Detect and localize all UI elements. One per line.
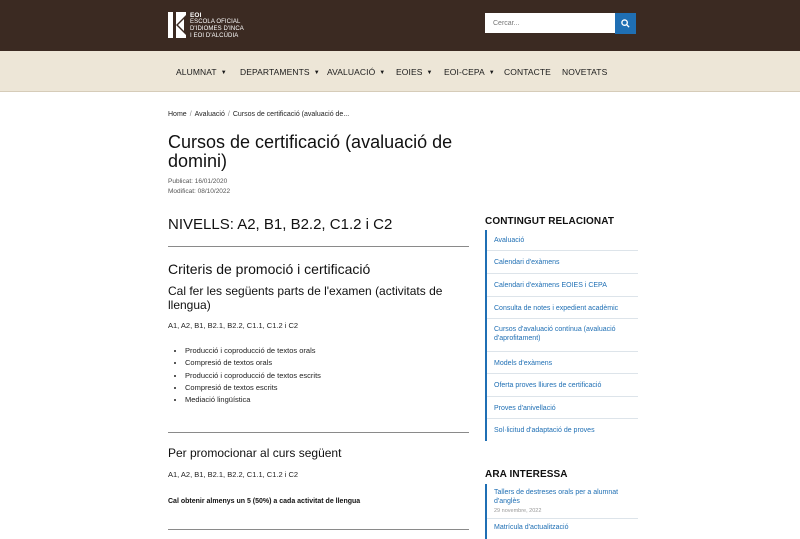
levels-heading: NIVELLS: A2, B1, B2.2, C1.2 i C2 (168, 216, 393, 233)
levels-list-text: A1, A2, B1, B2.1, B2.2, C1.1, C1.2 i C2 (168, 321, 299, 330)
news-heading: ARA INTERESSA (485, 469, 568, 480)
related-link[interactable] (487, 419, 638, 441)
school-logo[interactable] (168, 12, 244, 40)
nav-label: NOVETATS (562, 67, 608, 77)
related-link[interactable] (487, 374, 638, 397)
levels-list-text: A1, A2, B1, B2.1, B2.2, C1.1, C1.2 i C2 (168, 470, 299, 479)
logo-line-2: D'IDIOMES D'INCA (190, 26, 244, 32)
promotion-heading: Per promocionar al curs següent (168, 446, 342, 460)
nav-item-departaments[interactable] (240, 67, 320, 77)
search-button[interactable] (615, 13, 636, 34)
related-content-heading: CONTINGUT RELACIONAT (485, 216, 615, 227)
list-item: • Producció i coproducció de textos orals (185, 345, 321, 357)
breadcrumb-home[interactable]: Home (168, 111, 187, 118)
logo-line-3: I EOI D'ALCÚDIA (190, 33, 239, 39)
nav-label: CONTACTE (504, 67, 551, 77)
search-input[interactable] (485, 13, 615, 33)
related-link-label: Oferta proves lliures de certificació (494, 382, 602, 389)
related-link-label: Sol·licitud d'adaptació de proves (494, 427, 595, 434)
related-link[interactable] (487, 297, 638, 319)
nav-item-contacte[interactable] (504, 67, 551, 77)
breadcrumb-separator: / (227, 111, 230, 118)
logo-text (190, 12, 244, 40)
chevron-down-icon: ▼ (220, 70, 227, 76)
related-link[interactable] (487, 352, 638, 374)
divider (168, 432, 469, 433)
related-content-list (485, 230, 638, 441)
related-link-label: Proves d'anivellació (494, 405, 556, 412)
nav-label: EOI-CEPA (444, 67, 485, 77)
nav-item-eoies[interactable] (396, 67, 433, 77)
related-link[interactable] (487, 251, 638, 274)
breadcrumb-current: Cursos de certificació (avaluació de... (232, 111, 350, 118)
related-link[interactable] (487, 319, 638, 352)
published-date: Publicat: 16/01/2020 (168, 178, 228, 185)
exam-parts-heading: Cal fer les següents parts de l'examen (activitats de llengua) (168, 284, 443, 312)
minimum-grade-note: Cal obtenir almenys un 5 (50%) a cada activitat de llengua (168, 498, 361, 505)
list-item: • Compresió de textos escrits (185, 382, 321, 394)
divider (168, 246, 469, 247)
chevron-down-icon: ▼ (313, 70, 320, 76)
list-item: • Producció i coproducció de textos escrits (185, 370, 321, 382)
skills-list (175, 345, 321, 406)
list-item: • Compresió de textos orals (185, 357, 321, 369)
chevron-down-icon: ▼ (488, 70, 495, 76)
breadcrumb-separator: / (189, 111, 192, 118)
related-link[interactable] (487, 274, 638, 297)
news-title: Tallers de destreses orals per a alumnat d'anglès (494, 489, 619, 505)
related-link[interactable] (487, 397, 638, 419)
logo-mark-icon (168, 12, 186, 38)
nav-label: EOIES (396, 67, 423, 77)
related-link-label: Models d'exàmens (494, 360, 553, 367)
nav-label: DEPARTAMENTS (240, 67, 310, 77)
nav-label: AVALUACIÓ (327, 67, 376, 77)
news-title: Matrícula d'actualització (494, 524, 569, 531)
page-title: Cursos de certificació (avaluació de domini) (168, 132, 453, 171)
nav-item-eoi-cepa[interactable] (444, 67, 495, 77)
modified-date: Modificat: 08/10/2022 (168, 188, 231, 195)
related-link[interactable] (487, 230, 638, 251)
logo-line-1: ESCOLA OFICIAL (190, 19, 241, 25)
related-link-label: Calendari d'exàmens (494, 259, 560, 266)
breadcrumb (168, 111, 349, 118)
nav-item-avaluacio[interactable] (327, 67, 385, 77)
nav-item-novetats[interactable] (562, 67, 607, 77)
chevron-down-icon: ▼ (426, 70, 433, 76)
related-link-label: Cursos d'avaluació contínua (avaluació d'aprofitament) (494, 326, 616, 342)
news-date: 29 novembre, 2022 (494, 508, 542, 514)
list-item: • Mediació lingüística (185, 394, 321, 406)
top-header (0, 0, 800, 51)
logo-abbr: EOI (190, 12, 202, 19)
news-link[interactable] (487, 484, 638, 519)
chevron-down-icon: ▼ (379, 70, 386, 76)
news-link[interactable] (487, 519, 638, 539)
news-list (485, 484, 638, 539)
main-navigation (0, 51, 800, 92)
nav-label: ALUMNAT (176, 67, 217, 77)
divider (168, 529, 469, 530)
nav-item-alumnat[interactable] (176, 67, 227, 77)
search-icon (621, 19, 630, 28)
criteria-heading: Criteris de promoció i certificació (168, 261, 371, 277)
related-link-label: Calendari d'exàmens EOIES i CEPA (494, 282, 607, 289)
breadcrumb-section[interactable]: Avaluació (194, 111, 225, 118)
related-link-label: Consulta de notes i expedient acadèmic (494, 305, 619, 312)
related-link-label: Avaluació (494, 237, 525, 244)
